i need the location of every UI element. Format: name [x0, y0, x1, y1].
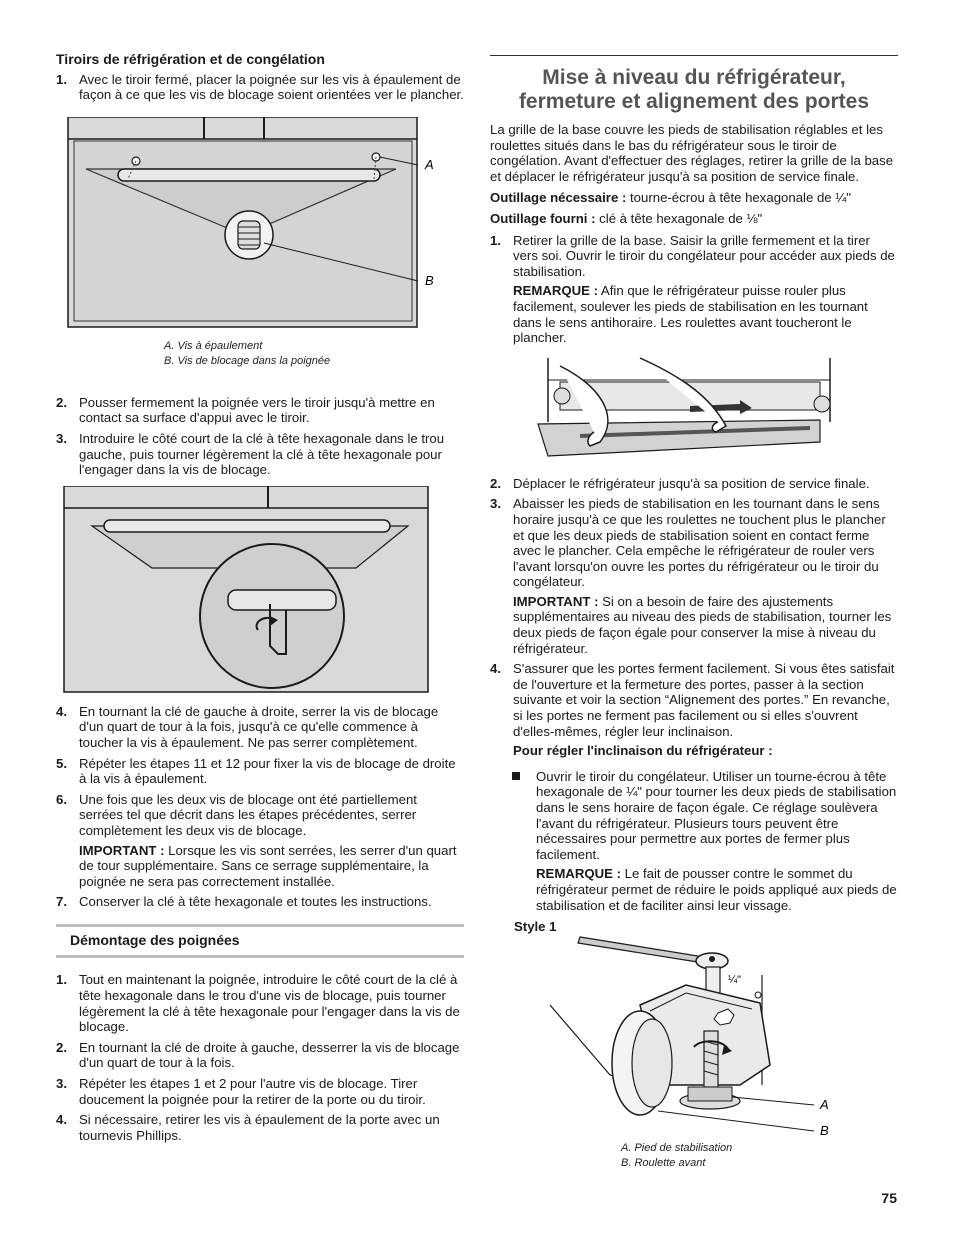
left-column	[56, 52, 464, 1148]
label-b: B	[425, 272, 434, 288]
style-label: Style 1	[514, 919, 557, 935]
step-item	[490, 476, 898, 492]
step-item	[56, 792, 464, 890]
tools-needed	[490, 190, 898, 206]
figure-handle-screws	[56, 117, 464, 367]
bullet-square-icon	[512, 772, 520, 780]
step-text: En tournant la clé de gauche à droite, serrer la vis de blocage d'un quart de tour à la fois, jusqu'à ce qu'elle commence à toucher la vis à épaulement. Ne pas serrer complètement.	[79, 703, 439, 750]
drawer-handle-illustration	[56, 117, 464, 355]
step-number: 4.	[56, 703, 67, 719]
label-b: B	[820, 1122, 829, 1138]
important-label: IMPORTANT :	[79, 842, 165, 858]
remark-label: REMARQUE :	[536, 866, 621, 882]
step-number: 2.	[490, 475, 501, 491]
intro-paragraph: La grille de la base couvre les pieds de stabilisation réglables et les roulettes situés dans le bas du réfrigérateur sous le tiroir de congélation. Avant d'effectuer des réglages, retirer la grille de la base et déplacer le réfrigérateur jusqu'à sa position de service finale.	[490, 122, 894, 184]
page-title	[490, 66, 898, 114]
step-item	[56, 395, 464, 426]
step-number: 2.	[56, 1039, 67, 1055]
step-item	[56, 1112, 464, 1143]
step-text: Une fois que les deux vis de blocage ont été partiellement serrées tel que décrit dans les étapes précédentes, serrer complètement les deux vis de blocage.	[79, 791, 417, 838]
step-text: En tournant la clé de droite à gauche, desserrer la vis de blocage d'un quart de tour à la fois.	[79, 1039, 460, 1071]
tools-given	[490, 211, 898, 227]
figure-hex-key	[56, 486, 464, 696]
step-number: 7.	[56, 894, 67, 910]
section-heading: Tiroirs de réfrigération et de congélation	[56, 51, 325, 67]
step-text: Répéter les étapes 1 et 2 pour l'autre vis de blocage. Tirer doucement la poignée pour la retirer de la porte ou du tiroir.	[79, 1076, 426, 1107]
subsection-heading: Démontage des poignées	[56, 924, 464, 959]
hex-key-illustration	[56, 486, 464, 696]
step-number: 4.	[490, 661, 501, 677]
bullet-text: Ouvrir le tiroir du congélateur. Utiliser un tourne-écrou à tête hexagonale de ¼" pour tourner les deux pieds de stabilisation dans le sens horaire de façon égale. Ce réglage soulèvera l'avant du réfrigérateur. Plusieurs tours peuvent être nécessaires pour permettre aux portes de fermer plus facilement.	[536, 768, 897, 862]
important-text: Lorsque les vis sont serrées, les serrer d'un quart de tour supplémentaire. Sans ce serrage supplémentaire, la poignée ne sera pas correctement installée.	[79, 842, 457, 889]
figure-caption	[621, 1141, 732, 1171]
leveling-leg-illustration	[490, 935, 898, 1145]
important-note	[513, 594, 898, 656]
tools-given-label: Outillage fourni :	[490, 210, 596, 226]
step-number: 1.	[490, 232, 501, 248]
right-column	[490, 55, 898, 1171]
important-note	[79, 843, 464, 890]
step-text: Introduire le côté court de la clé à tête hexagonale dans le trou gauche, puis tourner légèrement la clé à tête hexagonale pour l'engager dans la vis de blocage.	[79, 430, 445, 478]
tools-needed-label: Outillage nécessaire :	[490, 190, 627, 206]
remark-text: Le fait de pousser contre le sommet du réfrigérateur permet de réduire le poids appliqué aux pieds de stabilisation et de faciliter ainsi leur vissage.	[536, 866, 897, 913]
tools-needed-text: tourne-écrou à tête hexagonale de ¼"	[626, 190, 851, 206]
step-text: Avec le tiroir fermé, placer la poignée sur les vis à épaulement de façon à ce que les vis de blocage soient orientées ver le plancher.	[79, 71, 464, 103]
step-number: 1.	[56, 71, 67, 87]
tools-given-text: clé à tête hexagonale de ⅛"	[595, 210, 763, 226]
title-line-1: Mise à niveau du réfrigérateur,	[542, 66, 846, 89]
step-number: 1.	[56, 972, 67, 988]
step-number: 2.	[56, 394, 67, 410]
label-a: A	[820, 1096, 829, 1112]
bullet-item	[490, 769, 898, 913]
caption-b: B. Vis de blocage dans la poignée	[164, 354, 331, 367]
figure-base-grille	[490, 356, 898, 468]
step-item	[56, 704, 464, 751]
step-item	[56, 72, 464, 103]
base-grille-illustration	[490, 356, 898, 468]
step-text: Déplacer le réfrigérateur jusqu'à sa position de service finale.	[513, 475, 870, 491]
page-number: 75	[881, 1190, 897, 1206]
step-text: Conserver la clé à tête hexagonale et toutes les instructions.	[79, 894, 432, 910]
label-a: A	[425, 156, 434, 172]
quarter-inch-label: ¼"	[728, 973, 742, 986]
step-text: Si nécessaire, retirer les vis à épaulement de la porte avec un tournevis Phillips.	[79, 1112, 440, 1143]
step-text: Abaisser les pieds de stabilisation en les tournant dans le sens horaire jusqu'à ce que les roulettes ne touchent plus le plancher et que les deux pieds de stabilisation soient en contact ferme avec le plancher. Cela empêche le réfrigérateur de rouler vers l'avant lorsqu'on ouvre les portes du réfrigérateur ou le tiroir du congélateur.	[513, 496, 886, 590]
important-text: Si on a besoin de faire des ajustements supplémentaires au niveau des pieds de stabilisation, tourner les deux pieds de façon égale pour conserver la mise à niveau du réfrigérateur.	[513, 593, 892, 656]
caption-a: A. Vis à épaulement	[164, 339, 263, 352]
step-item	[490, 496, 898, 656]
step-item	[56, 1076, 464, 1107]
step-item	[56, 431, 464, 478]
step-text: Retirer la grille de la base. Saisir la grille fermement et la tirer vers soi. Ouvrir le tiroir du congélateur pour accéder aux pieds de stabilisation.	[513, 232, 895, 279]
step-item	[490, 661, 898, 759]
caption-b: B. Roulette avant	[621, 1156, 706, 1169]
step-item	[56, 972, 464, 1034]
title-line-2: fermeture et alignement des portes	[518, 90, 870, 113]
caption-a: A. Pied de stabilisation	[621, 1141, 733, 1154]
step-text: Tout en maintenant la poignée, introduire le côté court de la clé à tête hexagonale dans le trou d'une vis de blocage, puis tourner légèrement la clé à tête hexagonale pour l'engager dans la vis de blocage.	[79, 972, 460, 1035]
step-number: 6.	[56, 791, 67, 807]
figure-caption	[164, 339, 330, 369]
remark-note	[536, 866, 898, 913]
step-item	[56, 1040, 464, 1071]
step-number: 4.	[56, 1112, 67, 1128]
figure-leveling-leg	[490, 935, 898, 1171]
step-text: S'assurer que les portes ferment facilement. Si vous êtes satisfait de l'ouverture et la fermeture des portes, passer à la section suivante et voir la section “Alignement des portes.” En revanche, si les portes ne ferment pas facilement ou si elles s'ouvrent d'elles-mêmes, régler leur inclinaison.	[513, 661, 895, 739]
step-number: 5.	[56, 755, 67, 771]
step-item	[490, 233, 898, 346]
important-label: IMPORTANT :	[513, 593, 599, 609]
title-rule	[490, 55, 898, 56]
step-text: Répéter les étapes 11 et 12 pour fixer la vis de blocage de droite à la vis à épaulement.	[79, 755, 456, 787]
remark-label: REMARQUE :	[513, 283, 598, 299]
step-number: 3.	[56, 1076, 67, 1092]
step-number: 3.	[490, 496, 501, 512]
tilt-heading: Pour régler l'inclinaison du réfrigérateur :	[513, 743, 773, 759]
remark-note	[513, 283, 898, 345]
step-item	[56, 756, 464, 787]
remark-text: Afin que le réfrigérateur puisse rouler plus facilement, soulever les pieds de stabilisation en les tournant dans le sens antihoraire. Les roulettes avant toucheront le plancher.	[513, 283, 868, 346]
step-item	[56, 894, 464, 910]
step-text: Pousser fermement la poignée vers le tiroir jusqu'à mettre en contact sa surface d'appui avec le tiroir.	[79, 394, 435, 426]
step-number: 3.	[56, 430, 67, 446]
